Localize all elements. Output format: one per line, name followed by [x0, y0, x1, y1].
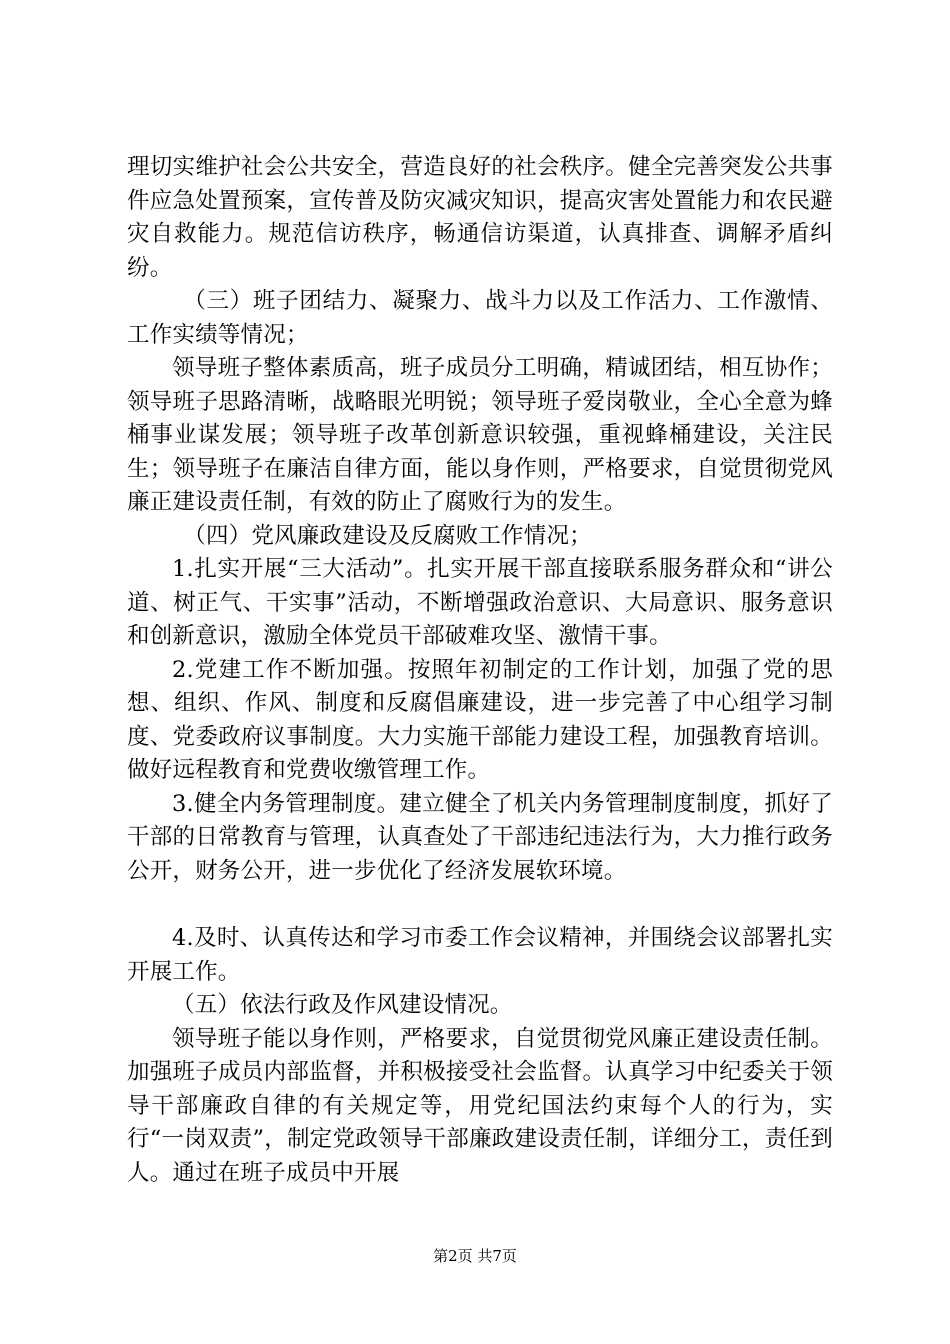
paragraph-public-safety: 理切实维护社会公共安全，营造良好的社会秩序。健全完善突发公共事件应急处置预案，宣传普及防灾减灾知识，提高灾害处置能力和农民避灾自救能力。规范信访秩序，畅通信访渠道，认真排查、调解矛盾纠纷。	[127, 154, 833, 281]
heading-section-three: （三）班子团结力、凝聚力、战斗力以及工作活力、工作激情、工作实绩等情况；	[127, 288, 833, 348]
list-item-4: 4.及时、认真传达和学习市委工作会议精神，并围绕会议部署扎实开展工作。	[127, 925, 833, 985]
list-item-2: 2.党建工作不断加强。按照年初制定的工作计划，加强了党的思想、组织、作风、制度和反腐倡廉建设，进一步完善了中心组学习制度、党委政府议事制度。大力实施干部能力建设工程，加强教育培训。做好远程教育和党费收缴管理工作。	[127, 656, 833, 783]
list-item-3: 3.健全内务管理制度。建立健全了机关内务管理制度制度，抓好了干部的日常教育与管理，认真查处了干部违纪违法行为，大力推行政务公开，财务公开，进一步优化了经济发展软环境。	[127, 790, 833, 884]
heading-section-four: （四）党风廉政建设及反腐败工作情况；	[183, 522, 592, 549]
document-body	[127, 151, 833, 1190]
page-footer: 第2页 共7页	[433, 1247, 517, 1265]
paragraph-leadership-quality: 领导班子整体素质高，班子成员分工明确，精诚团结，相互协作；领导班子思路清晰，战略眼光明锐；领导班子爱岗敬业，全心全意为蜂桶事业谋发展；领导班子改革创新意识较强，重视蜂桶建设，关注民生；领导班子在廉洁自律方面，能以身作则，严格要求，自觉贯彻党风廉正建设责任制，有效的防止了腐败行为的发生。	[127, 355, 833, 515]
paragraph-rule-of-law: 领导班子能以身作则，严格要求，自觉贯彻党风廉正建设责任制。加强班子成员内部监督，并积极接受社会监督。认真学习中纪委关于领导干部廉政自律的有关规定等，用党纪国法约束每个人的行为，实行“一岗双责”，制定党政领导干部廉政建设责任制，详细分工，责任到人。通过在班子成员中开展	[127, 1025, 833, 1186]
list-item-1: 1.扎实开展“三大活动”。扎实开展干部直接联系服务群众和“讲公道、树正气、干实事”活动，不断增强政治意识、大局意识、服务意识和创新意识，激励全体党员干部破难攻坚、激情干事。	[127, 556, 833, 649]
heading-section-five: （五）依法行政及作风建设情况。	[172, 992, 513, 1018]
